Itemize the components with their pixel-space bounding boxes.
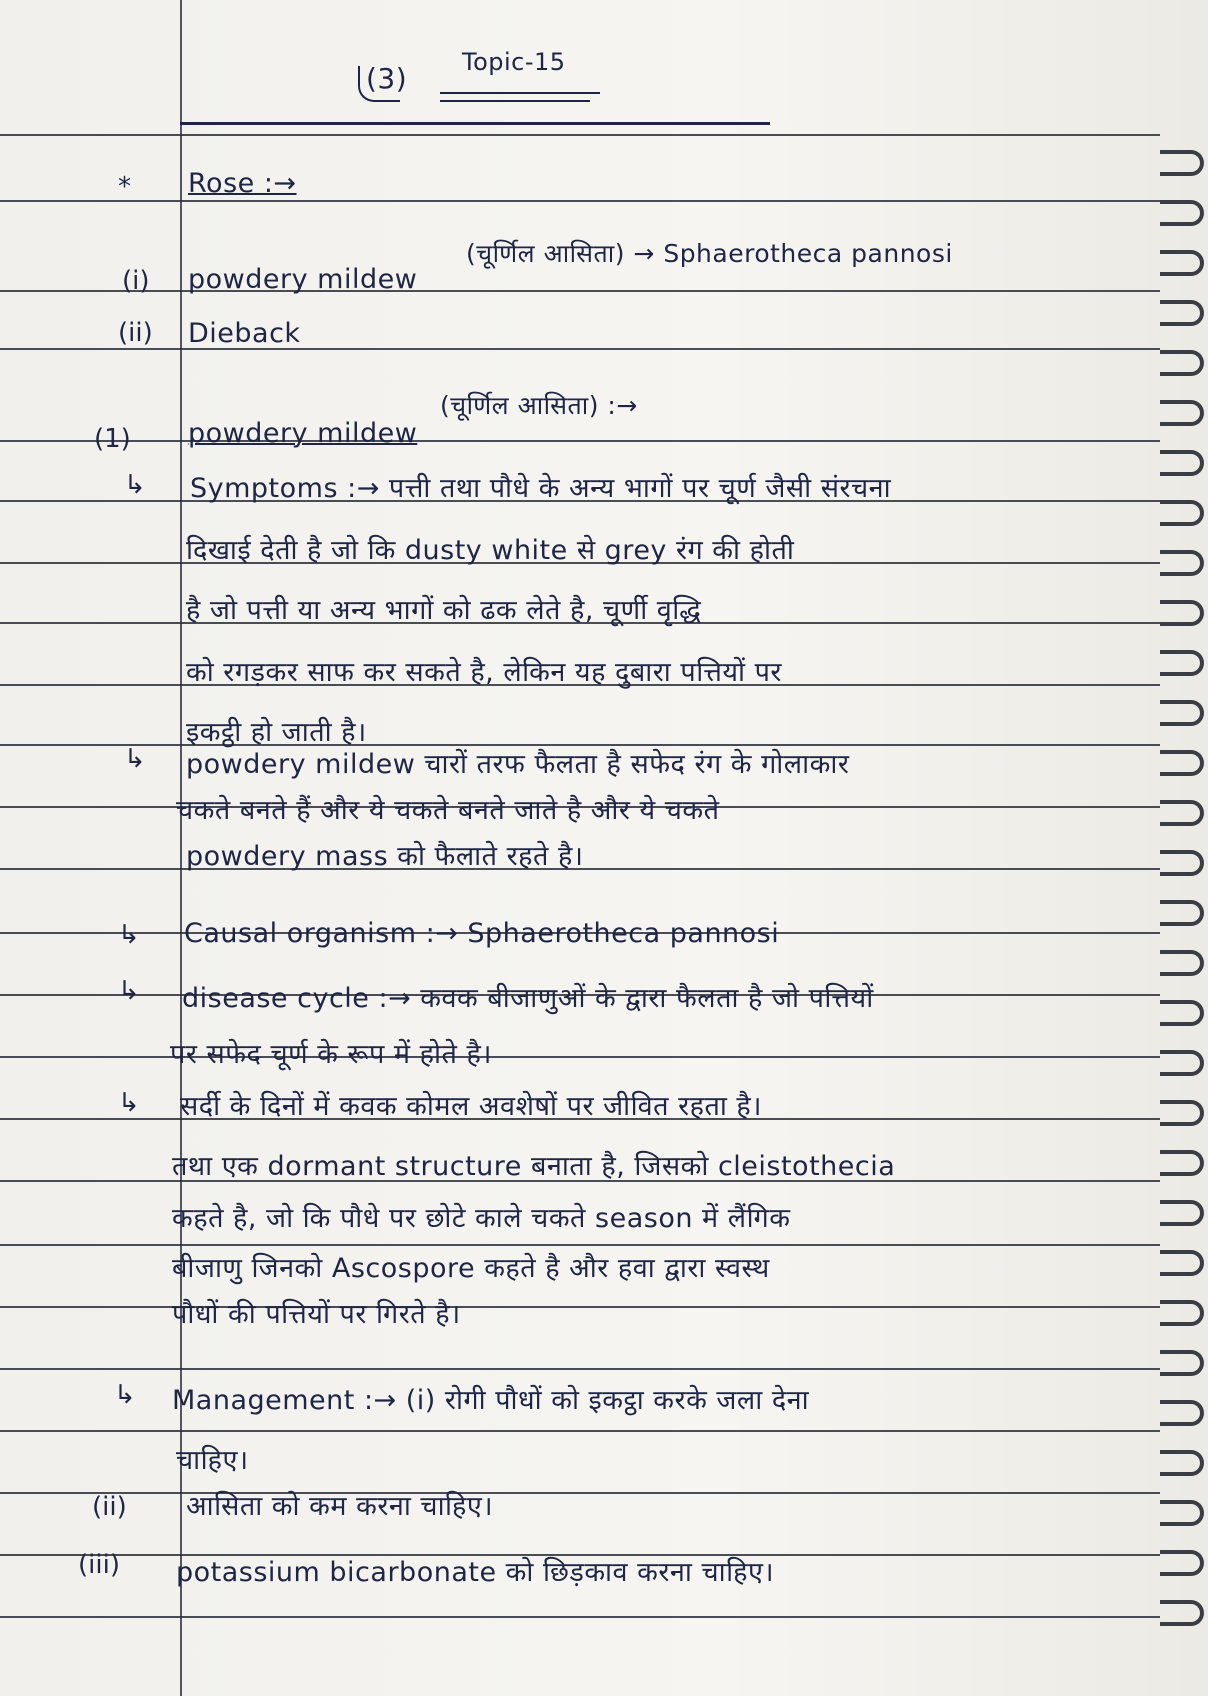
management-line: potassium bicarbonate को छिड़काव करना चाहिए। <box>176 1557 775 1588</box>
symptoms-line: दिखाई देती है जो कि dusty white से grey रंग की होती <box>186 535 795 566</box>
spread-line: चकते बनते हैं और ये चकते बनते जाते है और ये चकते <box>176 795 720 826</box>
disease-cycle-line: disease cycle :→ कवक बीजाणुओं के द्वारा फैलता है जो पत्तियों <box>182 983 874 1014</box>
symptoms-line: इकट्ठी हो जाती है। <box>186 717 367 748</box>
section-number: (1) <box>94 424 131 454</box>
section-title: powdery mildew <box>188 418 418 449</box>
arrow-bullet: ↳ <box>118 920 140 950</box>
section-hindi-name: (चूर्णिल आसिता) :→ <box>440 391 638 420</box>
symptoms-line: है जो पत्ती या अन्य भागों को ढक लेते है, चूर्णी वृद्धि <box>186 595 702 626</box>
arrow-bullet: ↳ <box>118 1088 140 1118</box>
list-item-dieback: Dieback <box>188 318 301 349</box>
arrow-bullet: ↳ <box>124 744 146 774</box>
list-item-powdery-mildew: powdery mildew <box>188 264 418 295</box>
spread-line: powdery mass को फैलाते रहते है। <box>186 841 584 872</box>
causal-organism-line: Causal organism :→ Sphaerotheca pannosi <box>184 918 780 949</box>
topic-underline <box>440 100 590 102</box>
management-line: Management :→ (i) रोगी पौधों को इकट्ठा करके जला देना <box>172 1385 810 1416</box>
symptoms-line: को रगड़कर साफ कर सकते है, लेकिन यह दुबारा पत्तियों पर <box>186 657 782 688</box>
winter-line: तथा एक dormant structure बनाता है, जिसको cleistothecia <box>172 1151 896 1182</box>
arrow-bullet: ↳ <box>124 470 146 500</box>
heading-rose: Rose :→ <box>188 168 297 199</box>
ruled-line <box>0 1430 1160 1432</box>
header-rule <box>180 122 770 125</box>
hindi-name-line: (चूर्णिल आसिता) → Sphaerotheca pannosi <box>466 239 953 268</box>
arrow-bullet: ↳ <box>118 976 140 1006</box>
spiral-binding <box>1160 140 1208 1680</box>
ruled-line <box>0 200 1160 202</box>
winter-line: कहते है, जो कि पौधे पर छोटे काले चकते season में लैंगिक <box>172 1203 791 1234</box>
list-number: (ii) <box>118 318 153 348</box>
list-number: (iii) <box>78 1550 120 1580</box>
disease-cycle-line: पर सफेद चूर्ण के रूप में होते है। <box>170 1039 493 1070</box>
list-number: (i) <box>122 266 150 296</box>
winter-line: पौधों की पत्तियों पर गिरते है। <box>172 1299 461 1330</box>
winter-line: सर्दी के दिनों में कवक कोमल अवशेषों पर जीवित रहता है। <box>180 1091 762 1122</box>
topic-underline <box>440 92 600 94</box>
ruled-line <box>0 290 1160 292</box>
ruled-line <box>0 134 1160 136</box>
ruled-line <box>0 1492 1160 1494</box>
management-line: आसिता को कम करना चाहिए। <box>186 1491 494 1522</box>
arrow-bullet: ↳ <box>114 1380 136 1410</box>
winter-line: बीजाणु जिनको Ascospore कहते है और हवा द्वारा स्वस्थ <box>172 1253 770 1284</box>
list-number: (ii) <box>92 1492 127 1522</box>
page-number: (3) <box>366 62 408 95</box>
topic-title: Topic-15 <box>462 48 566 76</box>
ruled-line <box>0 440 1160 442</box>
bullet-star: * <box>118 172 131 202</box>
ruled-line <box>0 348 1160 350</box>
ruled-line <box>0 1368 1160 1370</box>
spread-line: powdery mildew चारों तरफ फैलता है सफेद रंग के गोलाकार <box>186 749 850 780</box>
symptoms-line: Symptoms :→ पत्ती तथा पौधे के अन्य भागों पर चूर्ण जैसी संरचना <box>190 473 892 504</box>
ruled-line <box>0 1244 1160 1246</box>
ruled-line <box>0 1616 1160 1618</box>
management-line: चाहिए। <box>176 1445 249 1476</box>
